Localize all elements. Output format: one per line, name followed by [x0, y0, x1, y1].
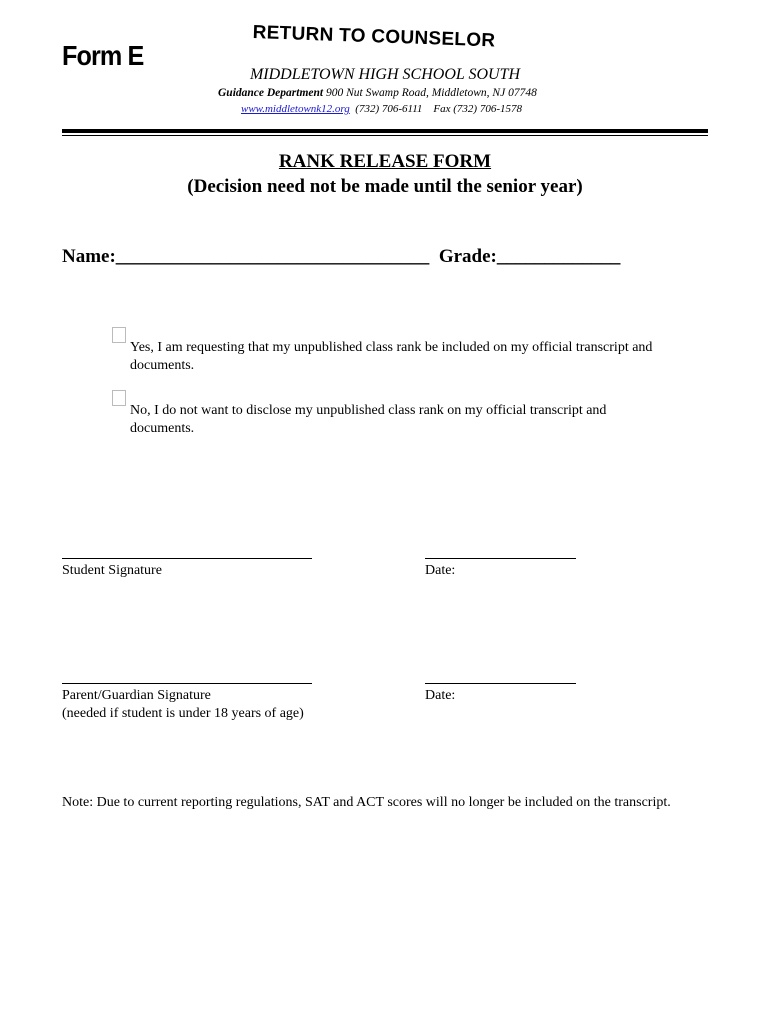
name-grade-line: [62, 246, 620, 268]
form-subtitle: (Decision need not be made until the senior year): [187, 176, 583, 197]
footer-note: Note: Due to current reporting regulations, SAT and ACT scores will no longer be included on the transcript.: [62, 795, 671, 810]
student-date-line[interactable]: [425, 558, 576, 559]
no-option-line1: No, I do not want to disclose my unpublished class rank on my official transcript and: [130, 403, 607, 418]
grade-field[interactable]: Grade:_____________: [438, 246, 621, 267]
return-to-counselor-stamp: RETURN TO COUNSELOR: [252, 22, 496, 52]
form-title: RANK RELEASE FORM: [278, 151, 492, 172]
address: 900 Nut Swamp Road, Middletown, NJ 07748: [325, 87, 537, 99]
contact-line: [241, 103, 522, 115]
parent-signature-label: [62, 687, 304, 723]
parent-date-label: Date:: [425, 688, 456, 703]
yes-option-line2: documents.: [130, 358, 195, 373]
yes-option-line1: Yes, I am requesting that my unpublished class rank be included on my official transcript and: [130, 340, 653, 355]
parent-signature-title: Parent/Guardian Signature: [62, 688, 211, 703]
form-label: Form E: [62, 40, 144, 71]
department-name: Guidance Department: [218, 87, 324, 99]
name-field[interactable]: Name:_________________________________: [62, 246, 430, 267]
header-divider-thick: [62, 129, 708, 133]
yes-option-text: [130, 339, 710, 375]
school-name: MIDDLETOWN HIGH SCHOOL SOUTH: [249, 66, 521, 83]
parent-date-line[interactable]: [425, 683, 576, 684]
student-date-label: Date:: [425, 563, 456, 578]
department-line: [218, 87, 537, 99]
parent-signature-note: (needed if student is under 18 years of age): [62, 706, 304, 721]
website-link[interactable]: www.middletownk12.org: [241, 103, 350, 115]
no-option-line2: documents.: [130, 421, 195, 436]
header-divider-thin: [62, 135, 708, 136]
fax: Fax (732) 706-1578: [433, 103, 522, 115]
phone: (732) 706-6111: [355, 103, 423, 115]
parent-signature-line[interactable]: [62, 683, 312, 684]
no-checkbox[interactable]: [112, 390, 126, 406]
yes-checkbox[interactable]: [112, 327, 126, 343]
student-signature-label: Student Signature: [62, 563, 162, 578]
no-option-text: [130, 402, 710, 438]
student-signature-line[interactable]: [62, 558, 312, 559]
